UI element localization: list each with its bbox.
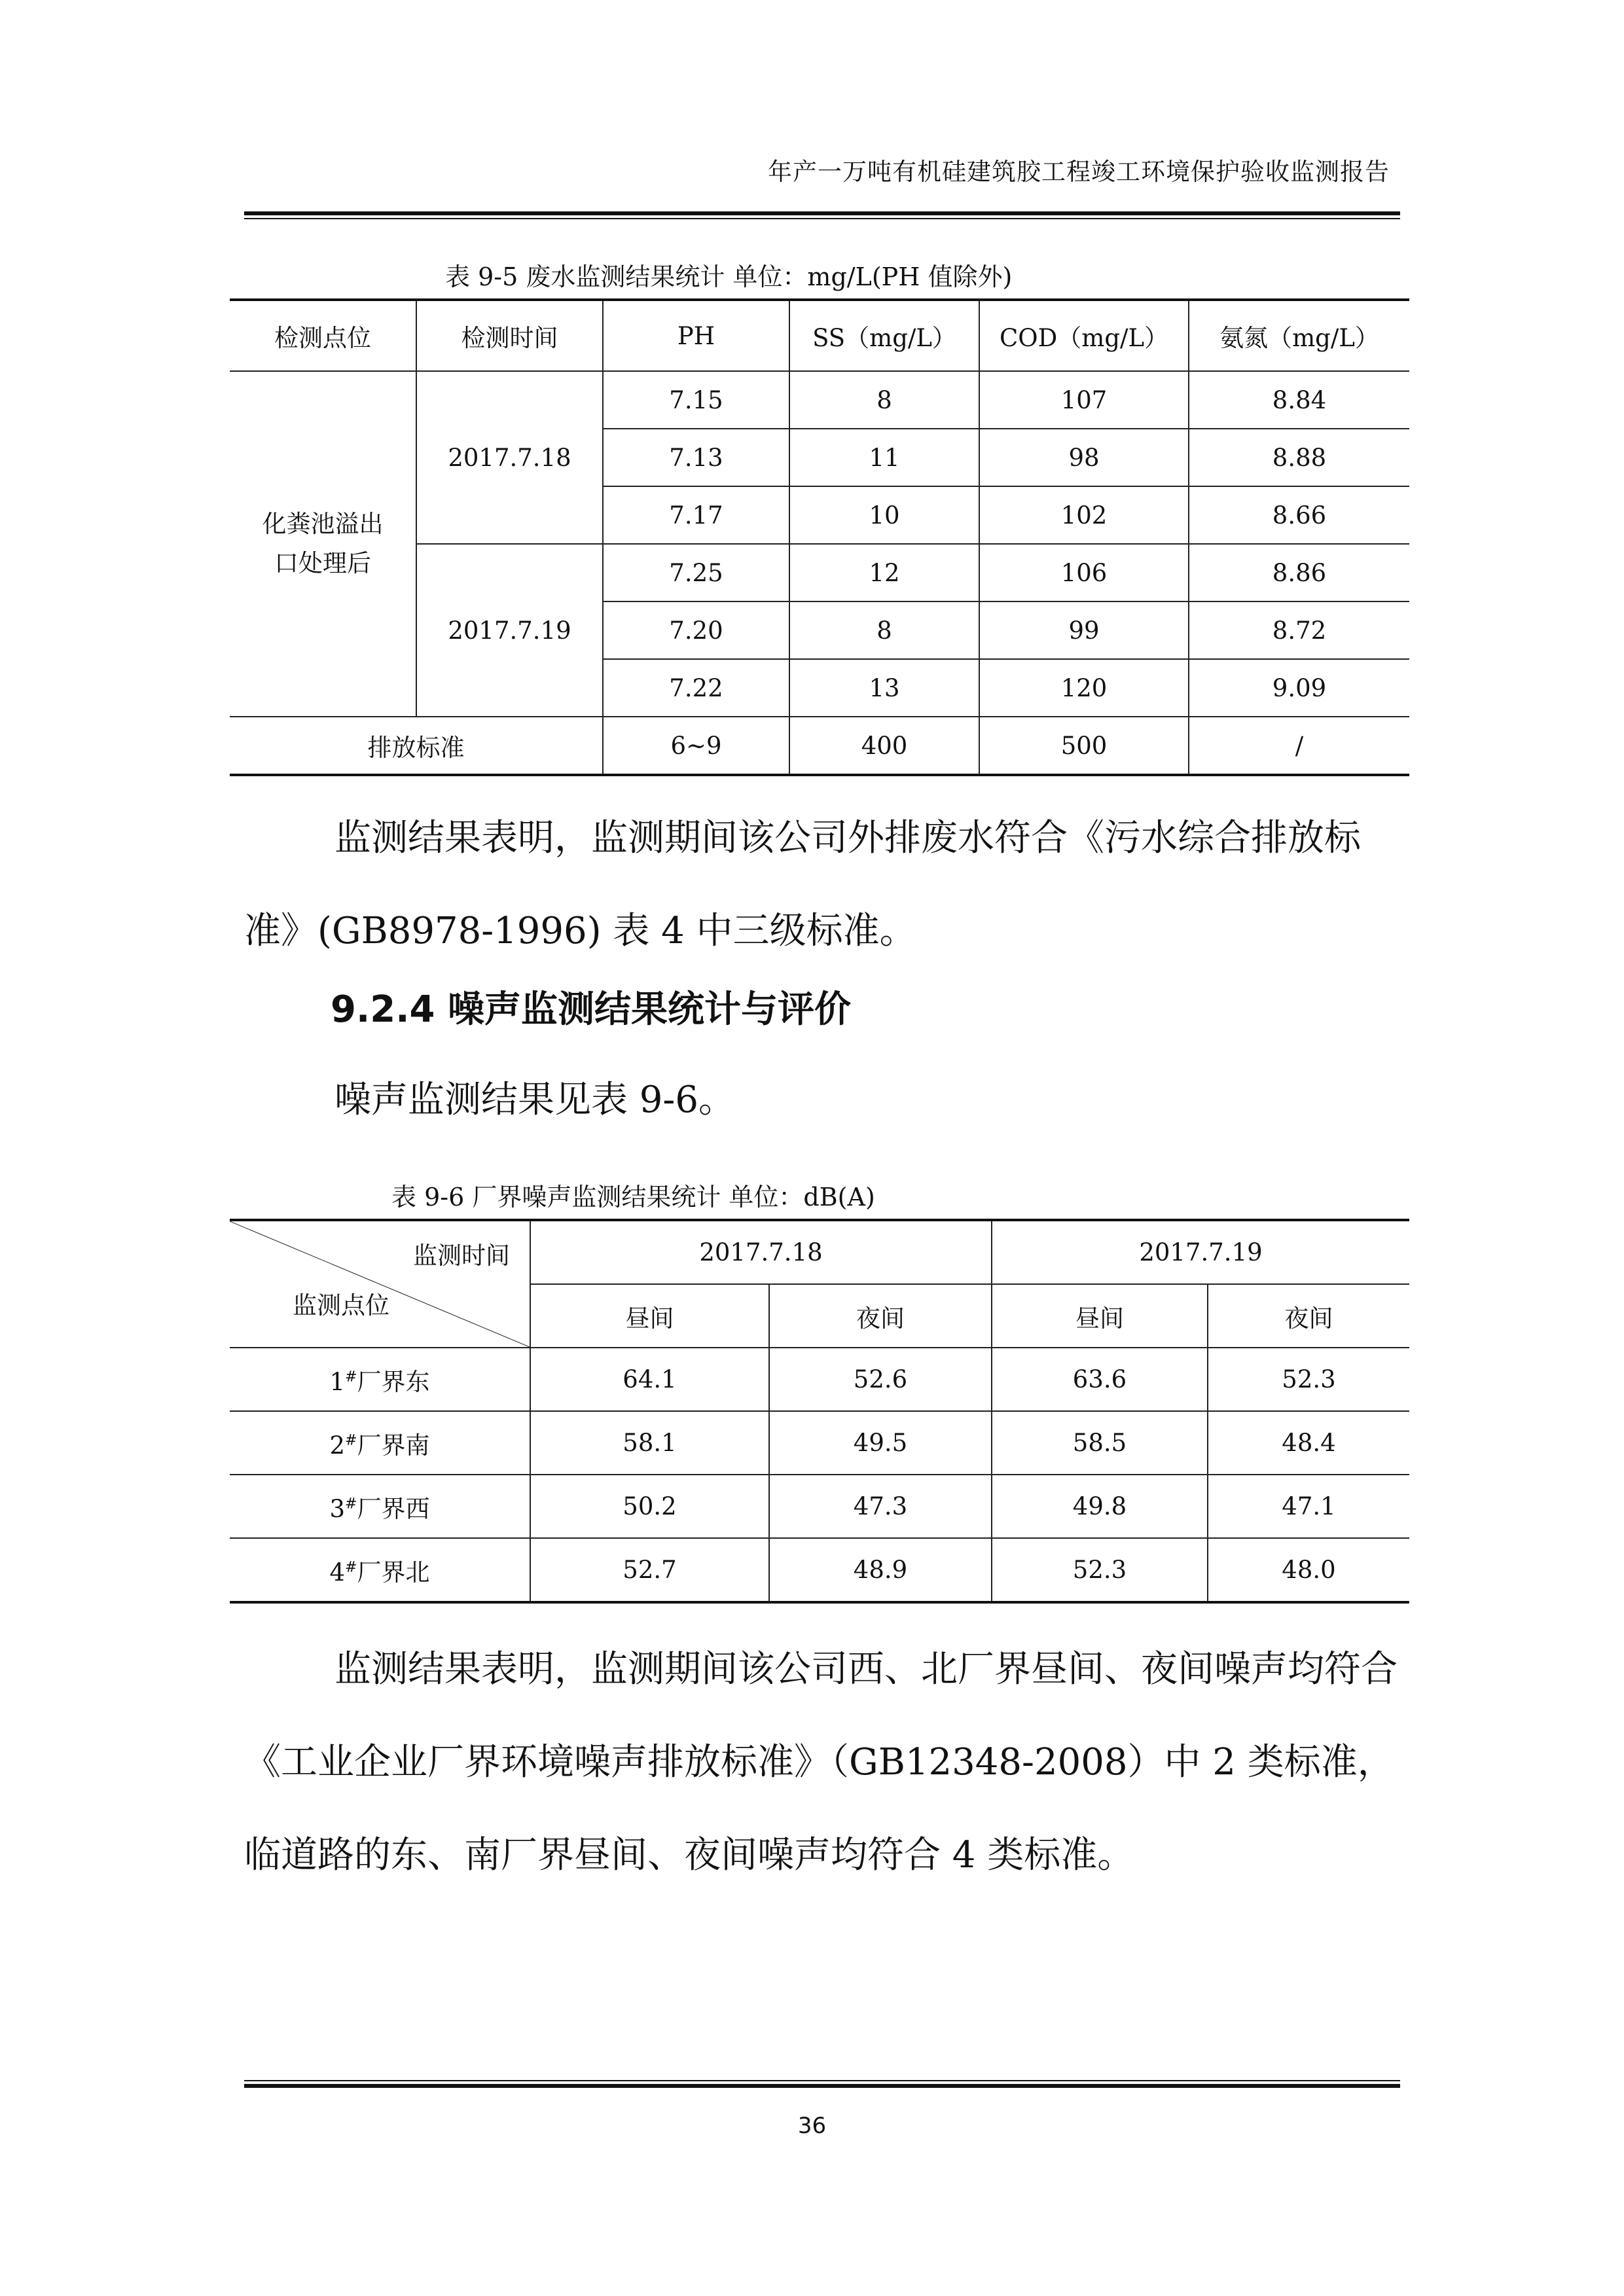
standard-value: / bbox=[1189, 717, 1409, 775]
date-cell: 2017.7.19 bbox=[416, 544, 603, 717]
header-cell: SS（mg/L） bbox=[789, 300, 979, 371]
header-cell: COD（mg/L） bbox=[979, 300, 1189, 371]
wastewater-conclusion: 监测结果表明，监测期间该公司外排废水符合《污水综合排放标准》(GB8978-1996) 表 4 中三级标准。 bbox=[244, 817, 1361, 952]
value-cell: 106 bbox=[979, 544, 1189, 601]
point-num: 4 bbox=[329, 1558, 346, 1587]
noise-intro: 噪声监测结果见表 9-6。 bbox=[334, 1079, 735, 1121]
point-num: 3 bbox=[329, 1494, 346, 1523]
point-name: 厂界北 bbox=[357, 1558, 430, 1587]
table-row bbox=[230, 1475, 1409, 1538]
value-cell: 7.13 bbox=[603, 429, 789, 486]
value-cell: 8.88 bbox=[1189, 429, 1409, 486]
header-cell: 氨氮（mg/L） bbox=[1189, 300, 1409, 371]
wastewater-table bbox=[230, 298, 1409, 776]
location-cell bbox=[230, 371, 416, 717]
value-cell: 8 bbox=[789, 371, 979, 429]
period-header: 昼间 bbox=[992, 1284, 1208, 1348]
header-rule-thick bbox=[244, 211, 1400, 215]
value-cell: 58.5 bbox=[992, 1411, 1208, 1475]
header-rule-thin bbox=[244, 218, 1400, 219]
period-header: 夜间 bbox=[1208, 1284, 1409, 1348]
value-cell: 50.2 bbox=[530, 1475, 769, 1538]
value-cell: 11 bbox=[789, 429, 979, 486]
value-cell: 8.72 bbox=[1189, 601, 1409, 659]
value-cell: 52.3 bbox=[992, 1538, 1208, 1602]
table-row bbox=[230, 371, 1409, 429]
value-cell: 8.66 bbox=[1189, 486, 1409, 544]
table-row bbox=[230, 1538, 1409, 1602]
table-9-6-caption: 表 9-6 厂界噪声监测结果统计 单位：dB(A) bbox=[391, 1183, 875, 1211]
table-row bbox=[230, 1411, 1409, 1475]
value-cell: 48.0 bbox=[1208, 1538, 1409, 1602]
header-cell: PH bbox=[603, 300, 789, 371]
value-cell: 48.4 bbox=[1208, 1411, 1409, 1475]
point-name: 厂界南 bbox=[357, 1431, 430, 1460]
table-header-row bbox=[230, 1220, 1409, 1284]
noise-conclusion: 监测结果表明，监测期间该公司西、北厂界昼间、夜间噪声均符合《工业企业厂界环境噪声排放标准》（GB12348-2008）中 2 类标准，临道路的东、南厂界昼间、夜间噪声均符合 4 类标准。 bbox=[244, 1648, 1398, 1876]
value-cell: 107 bbox=[979, 371, 1189, 429]
header-cell: 检测点位 bbox=[230, 300, 416, 371]
table-header-row bbox=[230, 300, 1409, 371]
value-cell: 12 bbox=[789, 544, 979, 601]
standard-row bbox=[230, 717, 1409, 775]
value-cell: 58.1 bbox=[530, 1411, 769, 1475]
value-cell: 9.09 bbox=[1189, 659, 1409, 717]
value-cell: 52.7 bbox=[530, 1538, 769, 1602]
period-header: 夜间 bbox=[769, 1284, 992, 1348]
point-sup: # bbox=[345, 1559, 357, 1576]
date-header: 2017.7.19 bbox=[992, 1220, 1409, 1284]
standard-label: 排放标准 bbox=[230, 717, 603, 775]
date-cell: 2017.7.18 bbox=[416, 371, 603, 544]
noise-table bbox=[230, 1219, 1409, 1604]
footer-rule-thin bbox=[244, 2080, 1400, 2081]
value-cell: 10 bbox=[789, 486, 979, 544]
value-cell: 99 bbox=[979, 601, 1189, 659]
standard-value: 6~9 bbox=[603, 717, 789, 775]
point-cell bbox=[230, 1538, 530, 1602]
section-title: 9.2.4 噪声监测结果统计与评价 bbox=[331, 988, 851, 1031]
page-number: 36 bbox=[797, 2113, 827, 2139]
point-cell bbox=[230, 1348, 530, 1411]
value-cell: 63.6 bbox=[992, 1348, 1208, 1411]
point-name: 厂界东 bbox=[357, 1367, 430, 1396]
location-text: 化粪池溢出口处理后 bbox=[262, 510, 384, 577]
header-cell: 检测时间 bbox=[416, 300, 603, 371]
value-cell: 102 bbox=[979, 486, 1189, 544]
point-sup: # bbox=[345, 1496, 357, 1513]
value-cell: 7.15 bbox=[603, 371, 789, 429]
value-cell: 49.8 bbox=[992, 1475, 1208, 1538]
value-cell: 7.20 bbox=[603, 601, 789, 659]
point-num: 1 bbox=[329, 1367, 346, 1396]
point-name: 厂界西 bbox=[357, 1494, 430, 1523]
value-cell: 48.9 bbox=[769, 1538, 992, 1602]
value-cell: 13 bbox=[789, 659, 979, 717]
value-cell: 8.86 bbox=[1189, 544, 1409, 601]
footer-rule-thick bbox=[244, 2084, 1400, 2088]
value-cell: 7.22 bbox=[603, 659, 789, 717]
value-cell: 120 bbox=[979, 659, 1189, 717]
point-num: 2 bbox=[329, 1431, 346, 1460]
value-cell: 47.3 bbox=[769, 1475, 992, 1538]
value-cell: 52.3 bbox=[1208, 1348, 1409, 1411]
table-9-5-caption: 表 9-5 废水监测结果统计 单位：mg/L(PH 值除外) bbox=[445, 262, 1013, 291]
header-title: 年产一万吨有机硅建筑胶工程竣工环境保护验收监测报告 bbox=[768, 158, 1390, 186]
point-sup: # bbox=[345, 1369, 357, 1386]
corner-label-time: 监测时间 bbox=[413, 1242, 510, 1270]
value-cell: 7.25 bbox=[603, 544, 789, 601]
standard-value: 400 bbox=[789, 717, 979, 775]
point-cell bbox=[230, 1475, 530, 1538]
value-cell: 49.5 bbox=[769, 1411, 992, 1475]
point-sup: # bbox=[345, 1432, 357, 1449]
value-cell: 8 bbox=[789, 601, 979, 659]
standard-value: 500 bbox=[979, 717, 1189, 775]
value-cell: 7.17 bbox=[603, 486, 789, 544]
value-cell: 98 bbox=[979, 429, 1189, 486]
point-cell bbox=[230, 1411, 530, 1475]
value-cell: 8.84 bbox=[1189, 371, 1409, 429]
date-header: 2017.7.18 bbox=[530, 1220, 992, 1284]
diagonal-header-cell bbox=[230, 1220, 530, 1348]
table-row bbox=[230, 1348, 1409, 1411]
corner-label-location: 监测点位 bbox=[293, 1291, 389, 1319]
value-cell: 52.6 bbox=[769, 1348, 992, 1411]
period-header: 昼间 bbox=[530, 1284, 769, 1348]
value-cell: 64.1 bbox=[530, 1348, 769, 1411]
value-cell: 47.1 bbox=[1208, 1475, 1409, 1538]
